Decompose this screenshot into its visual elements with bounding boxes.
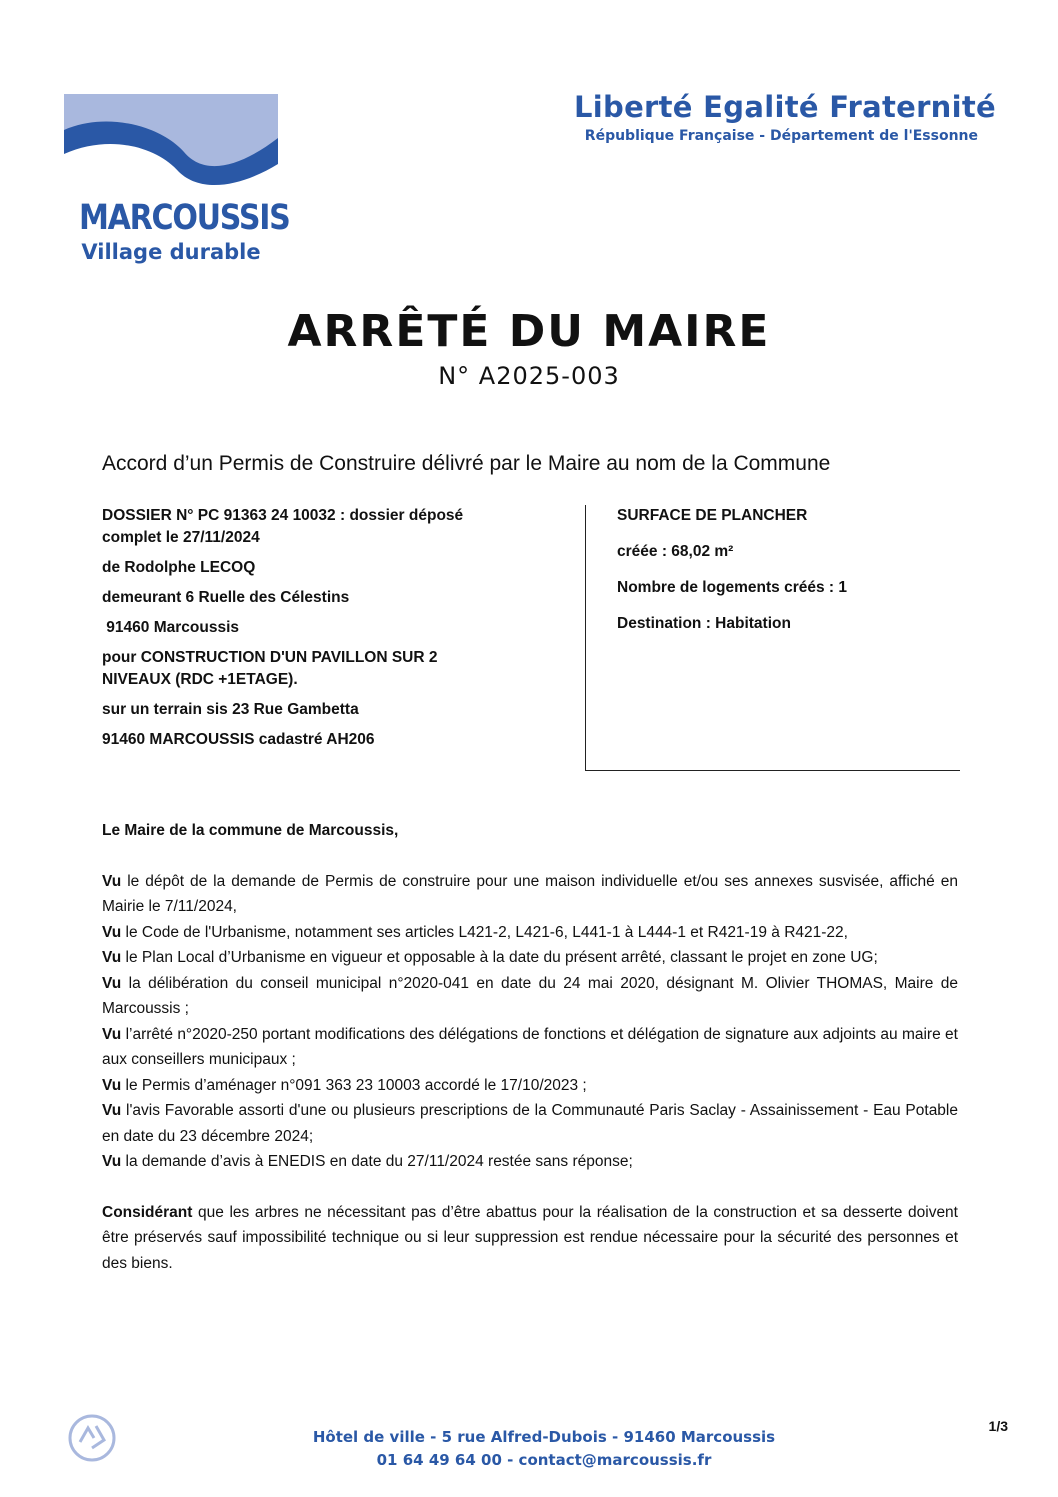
vu-keyword: Vu: [102, 1076, 122, 1094]
logo-name: MARCOUSSIS: [78, 198, 290, 238]
document-title: ARRÊTÉ DU MAIRE: [287, 306, 771, 357]
vu-item: Vu le Permis d’aménager n°091 363 23 10003 accordé le 17/10/2023 ;: [102, 1076, 587, 1094]
footer-contact: [0, 1426, 1058, 1472]
considerant: Considérant que les arbres ne nécessitant pas d’être abattus pour la réalisation de la construction et sa desserte doivent être préservés sauf impossibilité technique ou si leur suppression est rendue nécessaire pour la sécurité des personnes et des biens.: [102, 1203, 958, 1272]
table-bottom-rule: [585, 770, 960, 771]
housing-count: Nombre de logements créés : 1: [617, 579, 847, 596]
logo-tagline: Village durable: [81, 240, 261, 264]
destination: Destination : Habitation: [617, 615, 791, 632]
vu-keyword: Vu: [102, 872, 122, 890]
dossier-line: pour CONSTRUCTION D'UN PAVILLON SUR 2 NIVEAUX (RDC +1ETAGE).: [102, 649, 438, 688]
vu-keyword: Vu: [102, 1025, 122, 1043]
vu-keyword: Vu: [102, 923, 122, 941]
dossier-line: de Rodolphe LECOQ: [102, 559, 256, 576]
footer-address: Hôtel de ville - 5 rue Alfred-Dubois - 91460 Marcoussis: [312, 1428, 776, 1446]
decree-number: N° A2025-003: [438, 362, 620, 390]
dossier-line: 91460 MARCOUSSIS cadastré AH206: [102, 731, 375, 748]
vu-item: Vu l’arrêté n°2020-250 portant modifications des délégations de fonctions et délégation de signature aux adjoints au maire et aux conseillers municipaux ;: [102, 1025, 958, 1068]
decree-body: [102, 818, 958, 1276]
surface-info: [617, 505, 957, 649]
footer-contact-line: 01 64 49 64 00 - contact@marcoussis.fr: [376, 1451, 712, 1469]
vu-item: Vu la demande d’avis à ENEDIS en date du 27/11/2024 restée sans réponse;: [102, 1153, 633, 1170]
vu-item: Vu le Code de l'Urbanisme, notamment ses articles L421-2, L421-6, L441-1 à L444-1 et R421-19 à R421-22,: [102, 923, 848, 941]
dossier-info: [102, 505, 502, 759]
intro: Le Maire de la commune de Marcoussis,: [102, 822, 399, 839]
vu-item: Vu le dépôt de la demande de Permis de construire pour une maison individuelle et/ou ses annexes susvisée, affiché en Mairie le 7/11/2024,: [102, 872, 958, 915]
column-divider: [585, 505, 586, 770]
surface-created: créée : 68,02 m²: [617, 543, 734, 560]
surface-heading: SURFACE DE PLANCHER: [617, 507, 808, 524]
motto-sub: République Française - Département de l'Essonne: [584, 128, 978, 144]
page-number: 1/3: [988, 1418, 1008, 1434]
vu-item: Vu la délibération du conseil municipal n°2020-041 en date du 24 mai 2020, désignant M. Olivier THOMAS, Maire de Marcoussis ;: [102, 974, 958, 1017]
decree-subject: Accord d’un Permis de Construire délivré par le Maire au nom de la Commune: [102, 452, 831, 475]
vu-item: Vu l'avis Favorable assorti d'une ou plusieurs prescriptions de la Communauté Paris Saclay - Assainissement - Eau Potable en date du 23 décembre 2024;: [102, 1102, 958, 1145]
vu-item: Vu le Plan Local d’Urbanisme en vigueur et opposable à la date du présent arrêté, classant le projet en zone UG;: [102, 949, 878, 966]
republic-motto: [574, 88, 996, 146]
considerant-keyword: Considérant: [102, 1203, 193, 1221]
vu-keyword: Vu: [102, 1102, 122, 1119]
marcoussis-logo: [64, 94, 290, 270]
dossier-line: 91460 Marcoussis: [102, 619, 240, 636]
logo-wave-icon: [64, 94, 278, 202]
vu-keyword: Vu: [102, 1153, 122, 1170]
dossier-line: sur un terrain sis 23 Rue Gambetta: [102, 701, 359, 718]
vu-keyword: Vu: [102, 974, 122, 992]
vu-keyword: Vu: [102, 949, 122, 966]
dossier-line: DOSSIER N° PC 91363 24 10032 : dossier déposé complet le 27/11/2024: [102, 507, 464, 546]
dossier-line: demeurant 6 Ruelle des Célestins: [102, 589, 350, 606]
motto-main: Liberté Egalité Fraternité: [574, 90, 996, 124]
